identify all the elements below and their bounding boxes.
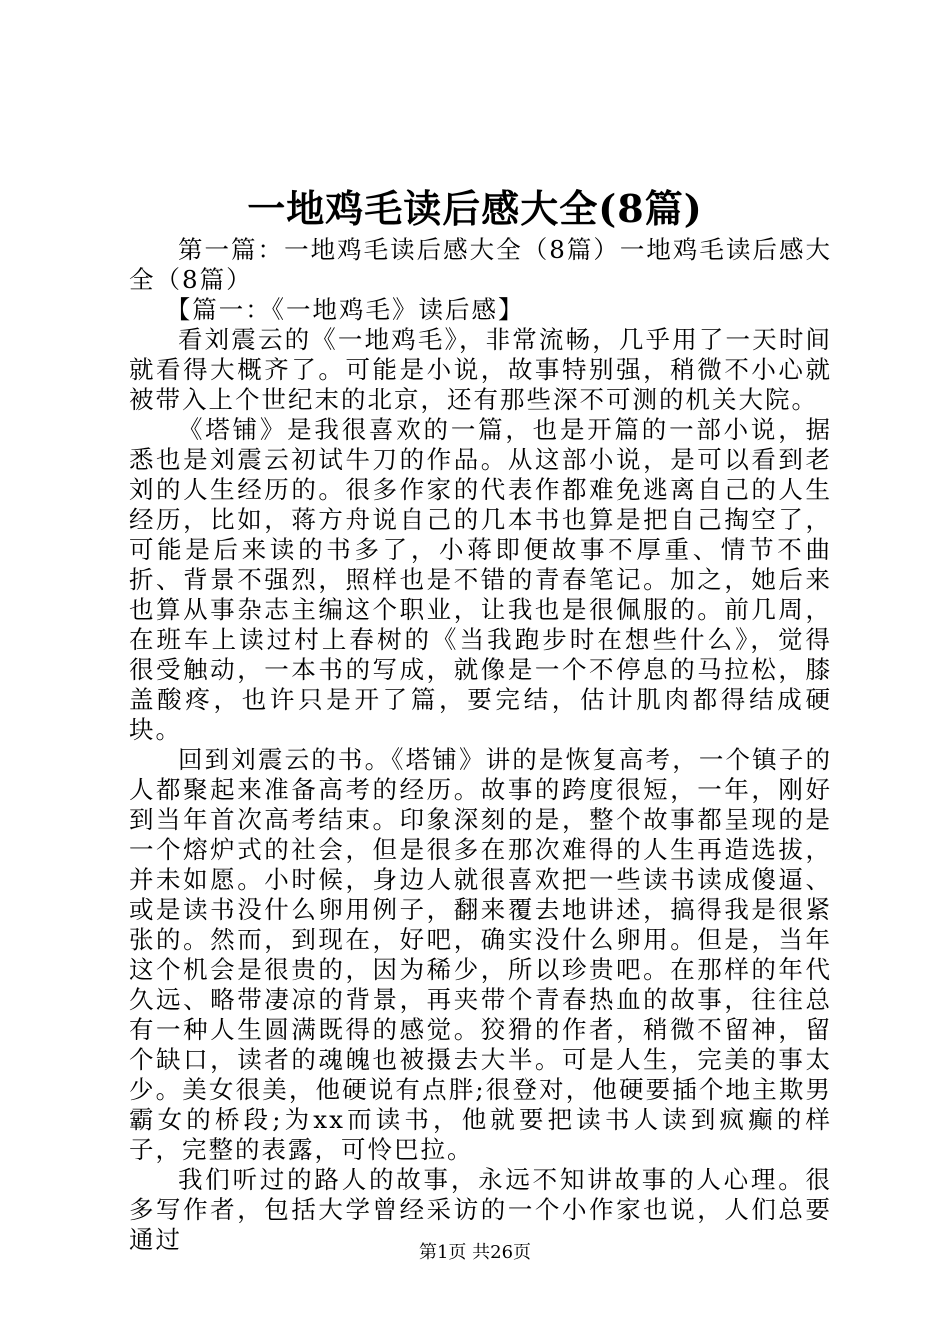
document-title: 一地鸡毛读后感大全(8篇) [247,186,703,231]
paragraph: 《塔铺》是我很喜欢的一篇，也是开篇的一部小说，据悉也是刘震云初试牛刀的作品。从这部小说，是可以看到老刘的人生经历的。很多作家的代表作都难免逃离自己的人生经历，比如，蒋方舟说自己的几本书也算是把自己掏空了，可能是后来读的书多了，小蒋即便故事不厚重、情节不曲折、背景不强烈，照样也是不错的青春笔记。加之，她后来也算从事杂志主编这个职业，让我也是很佩服的。前几周，在班车上读过村上春树的《当我跑步时在想些什么》，觉得很受触动，一本书的写成，就像是一个不停息的马拉松，膝盖酸疼，也许只是开了篇，要完结，估计肌肉都得结成硬块。 [129,415,832,744]
paragraph: 我们听过的路人的故事，永远不知讲故事的人心理。很多写作者，包括大学曾经采访的一个小作家也说，人们总要通过 [129,1165,832,1254]
paragraph-intro: 第一篇：一地鸡毛读后感大全（8篇）一地鸡毛读后感大全（8篇） [129,235,832,294]
paragraph: 回到刘震云的书。《塔铺》讲的是恢复高考，一个镇子的人都聚起来准备高考的经历。故事的跨度很短，一年，刚好到当年首次高考结束。印象深刻的是，整个故事都呈现的是一个熔炉式的社会，但是很多在那次难得的人生再造选拔，并未如愿。小时候，身边人就很喜欢把一些读书读成傻逼、或是读书没什么卵用例子，翻来覆去地讲述，搞得我是很紧张的。然而，到现在，好吧，确实没什么卵用。但是，当年这个机会是很贵的，因为稀少，所以珍贵吧。在那样的年代久远、略带凄凉的背景，再夹带个青春热血的故事，往往总有一种人生圆满既得的感觉。狡猾的作者，稍微不留神，留个缺口，读者的魂魄也被摄去大半。可是人生，完美的事太少。美女很美，他硬说有点胖;很登对，他硬要插个地主欺男霸女的桥段;为xx而读书，他就要把读书人读到疯癫的样子，完整的表露，可怜巴拉。 [129,745,832,1164]
section-heading: 【篇一：《一地鸡毛》读后感】 [165,295,525,324]
paragraph: 看刘震云的《一地鸡毛》，非常流畅，几乎用了一天时间就看得大概齐了。可能是小说，故事特别强，稍微不小心就被带入上个世纪末的北京，还有那些深不可测的机关大院。 [129,325,832,414]
document-body [129,235,832,1255]
page-number-footer: 第1页 共26页 [418,1242,532,1263]
